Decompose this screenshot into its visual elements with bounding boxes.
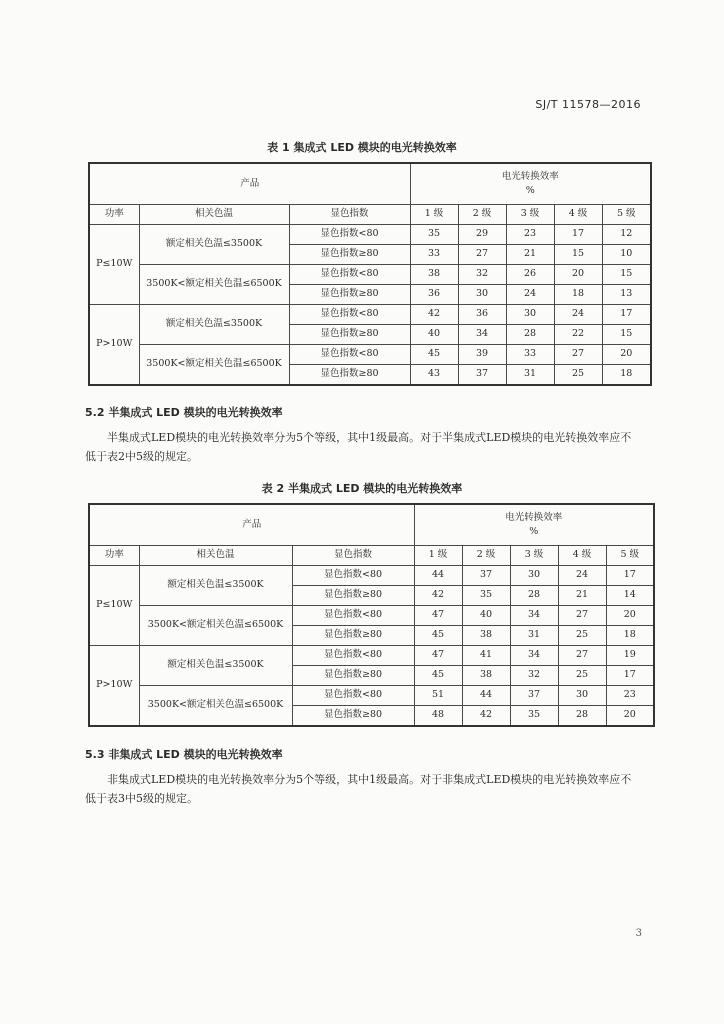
table1-unit: % — [525, 185, 535, 196]
cri-cell: 显色指数≥80 — [289, 245, 410, 265]
table2 — [88, 503, 655, 727]
cct-cell: 额定相关色温≤3500K — [139, 305, 289, 345]
table1-header-row-top — [89, 163, 651, 205]
value-cell: 21 — [558, 586, 606, 606]
table1-col-cct: 相关色温 — [139, 205, 289, 225]
table2-col-cri: 显色指数 — [292, 546, 414, 566]
cri-cell: 显色指数≥80 — [292, 626, 414, 646]
value-cell: 20 — [606, 706, 654, 727]
value-cell: 35 — [510, 706, 558, 727]
value-cell: 17 — [606, 666, 654, 686]
table2-col-grade: 1 级 — [414, 546, 462, 566]
table1-col-grade: 5 级 — [602, 205, 651, 225]
table-row — [89, 646, 654, 666]
value-cell: 29 — [458, 225, 506, 245]
value-cell: 31 — [510, 626, 558, 646]
value-cell: 42 — [462, 706, 510, 727]
value-cell: 12 — [602, 225, 651, 245]
value-cell: 30 — [510, 566, 558, 586]
table2-header-row — [89, 546, 654, 566]
value-cell: 38 — [410, 265, 458, 285]
cct-cell: 3500K<额定相关色温≤6500K — [139, 606, 292, 646]
page-number: 3 — [635, 928, 642, 939]
value-cell: 23 — [506, 225, 554, 245]
value-cell: 18 — [602, 365, 651, 386]
table1-col-cri: 显色指数 — [289, 205, 410, 225]
table1-product-header: 产品 — [89, 163, 410, 205]
value-cell: 26 — [506, 265, 554, 285]
value-cell: 31 — [506, 365, 554, 386]
table1-efficiency-label: 电光转换效率 — [501, 170, 559, 182]
table-row — [89, 305, 651, 325]
value-cell: 15 — [554, 245, 602, 265]
table1-header-row — [89, 205, 651, 225]
value-cell: 24 — [558, 566, 606, 586]
value-cell: 37 — [458, 365, 506, 386]
value-cell: 34 — [510, 606, 558, 626]
table-row — [89, 566, 654, 586]
cct-cell: 3500K<额定相关色温≤6500K — [139, 265, 289, 305]
cct-cell: 额定相关色温≤3500K — [139, 646, 292, 686]
value-cell: 35 — [462, 586, 510, 606]
value-cell: 24 — [554, 305, 602, 325]
table1-title: 表 1 集成式 LED 模块的电光转换效率 — [267, 141, 457, 154]
table2-efficiency-header — [414, 504, 654, 546]
value-cell: 44 — [462, 686, 510, 706]
cri-cell: 显色指数≥80 — [289, 285, 410, 305]
cri-cell: 显色指数<80 — [289, 225, 410, 245]
cri-cell: 显色指数<80 — [289, 305, 410, 325]
value-cell: 19 — [606, 646, 654, 666]
value-cell: 30 — [458, 285, 506, 305]
table1-efficiency-header — [410, 163, 651, 205]
table1-col-grade: 2 级 — [458, 205, 506, 225]
value-cell: 22 — [554, 325, 602, 345]
cri-cell: 显色指数≥80 — [292, 586, 414, 606]
value-cell: 24 — [506, 285, 554, 305]
value-cell: 27 — [458, 245, 506, 265]
value-cell: 34 — [458, 325, 506, 345]
value-cell: 38 — [462, 626, 510, 646]
cri-cell: 显色指数<80 — [289, 265, 410, 285]
table2-product-header: 产品 — [89, 504, 414, 546]
table2-col-cct: 相关色温 — [139, 546, 292, 566]
value-cell: 27 — [558, 646, 606, 666]
cri-cell: 显色指数≥80 — [289, 325, 410, 345]
table1 — [88, 162, 652, 386]
value-cell: 15 — [602, 325, 651, 345]
value-cell: 17 — [554, 225, 602, 245]
value-cell: 47 — [414, 606, 462, 626]
table-row — [89, 225, 651, 245]
power-cell: P≤10W — [89, 225, 139, 305]
value-cell: 32 — [510, 666, 558, 686]
value-cell: 33 — [506, 345, 554, 365]
value-cell: 40 — [462, 606, 510, 626]
value-cell: 41 — [462, 646, 510, 666]
cri-cell: 显色指数<80 — [292, 606, 414, 626]
table2-col-grade: 4 级 — [558, 546, 606, 566]
table-row — [89, 606, 654, 626]
value-cell: 39 — [458, 345, 506, 365]
value-cell: 47 — [414, 646, 462, 666]
table2-unit: % — [529, 526, 539, 537]
cri-cell: 显色指数<80 — [289, 345, 410, 365]
value-cell: 51 — [414, 686, 462, 706]
table2-col-grade: 3 级 — [510, 546, 558, 566]
value-cell: 30 — [558, 686, 606, 706]
value-cell: 42 — [410, 305, 458, 325]
cct-cell: 额定相关色温≤3500K — [139, 566, 292, 606]
cri-cell: 显色指数<80 — [292, 566, 414, 586]
value-cell: 40 — [410, 325, 458, 345]
value-cell: 14 — [606, 586, 654, 606]
value-cell: 27 — [558, 606, 606, 626]
table2-col-grade: 2 级 — [462, 546, 510, 566]
cri-cell: 显色指数<80 — [292, 646, 414, 666]
table2-col-grade: 5 级 — [606, 546, 654, 566]
value-cell: 36 — [458, 305, 506, 325]
value-cell: 28 — [506, 325, 554, 345]
table1-col-grade: 1 级 — [410, 205, 458, 225]
value-cell: 28 — [510, 586, 558, 606]
value-cell: 17 — [602, 305, 651, 325]
value-cell: 25 — [558, 666, 606, 686]
cri-cell: 显色指数≥80 — [292, 666, 414, 686]
value-cell: 45 — [410, 345, 458, 365]
value-cell: 17 — [606, 566, 654, 586]
value-cell: 30 — [506, 305, 554, 325]
value-cell: 28 — [558, 706, 606, 727]
value-cell: 37 — [510, 686, 558, 706]
value-cell: 25 — [554, 365, 602, 386]
value-cell: 45 — [414, 626, 462, 646]
value-cell: 43 — [410, 365, 458, 386]
value-cell: 36 — [410, 285, 458, 305]
value-cell: 44 — [414, 566, 462, 586]
value-cell: 23 — [606, 686, 654, 706]
table2-title: 表 2 半集成式 LED 模块的电光转换效率 — [261, 482, 463, 495]
section-5-2-heading: 5.2 半集成式 LED 模块的电光转换效率 — [85, 406, 283, 419]
cri-cell: 显色指数≥80 — [292, 706, 414, 727]
value-cell: 33 — [410, 245, 458, 265]
value-cell: 37 — [462, 566, 510, 586]
value-cell: 20 — [554, 265, 602, 285]
cct-cell: 额定相关色温≤3500K — [139, 225, 289, 265]
value-cell: 38 — [462, 666, 510, 686]
table-row — [89, 345, 651, 365]
value-cell: 18 — [606, 626, 654, 646]
section-5-3-heading: 5.3 非集成式 LED 模块的电光转换效率 — [85, 748, 283, 761]
table1-col-power: 功率 — [89, 205, 139, 225]
table1-col-grade: 4 级 — [554, 205, 602, 225]
value-cell: 25 — [558, 626, 606, 646]
value-cell: 13 — [602, 285, 651, 305]
power-cell: P≤10W — [89, 566, 139, 646]
value-cell: 32 — [458, 265, 506, 285]
cri-cell: 显色指数<80 — [292, 686, 414, 706]
value-cell: 48 — [414, 706, 462, 727]
section-5-2-paragraph: 半集成式LED模块的电光转换效率分为5个等级，其中1级最高。对于半集成式LED模块的电光转换效率应不低于表2中5级的规定。 — [85, 431, 632, 463]
table1-col-grade: 3 级 — [506, 205, 554, 225]
value-cell: 45 — [414, 666, 462, 686]
value-cell: 20 — [602, 345, 651, 365]
value-cell: 18 — [554, 285, 602, 305]
value-cell: 27 — [554, 345, 602, 365]
power-cell: P>10W — [89, 305, 139, 386]
table2-efficiency-label: 电光转换效率 — [505, 511, 563, 523]
cct-cell: 3500K<额定相关色温≤6500K — [139, 686, 292, 727]
value-cell: 34 — [510, 646, 558, 666]
section-5-3-paragraph: 非集成式LED模块的电光转换效率分为5个等级，其中1级最高。对于非集成式LED模块的电光转换效率应不低于表3中5级的规定。 — [85, 773, 632, 805]
table2-col-power: 功率 — [89, 546, 139, 566]
table-row — [89, 265, 651, 285]
value-cell: 21 — [506, 245, 554, 265]
cct-cell: 3500K<额定相关色温≤6500K — [139, 345, 289, 386]
value-cell: 20 — [606, 606, 654, 626]
value-cell: 10 — [602, 245, 651, 265]
cri-cell: 显色指数≥80 — [289, 365, 410, 386]
power-cell: P>10W — [89, 646, 139, 727]
value-cell: 42 — [414, 586, 462, 606]
table2-header-row-top — [89, 504, 654, 546]
value-cell: 35 — [410, 225, 458, 245]
document-code: SJ/T 11578—2016 — [535, 98, 641, 111]
table-row — [89, 686, 654, 706]
value-cell: 15 — [602, 265, 651, 285]
